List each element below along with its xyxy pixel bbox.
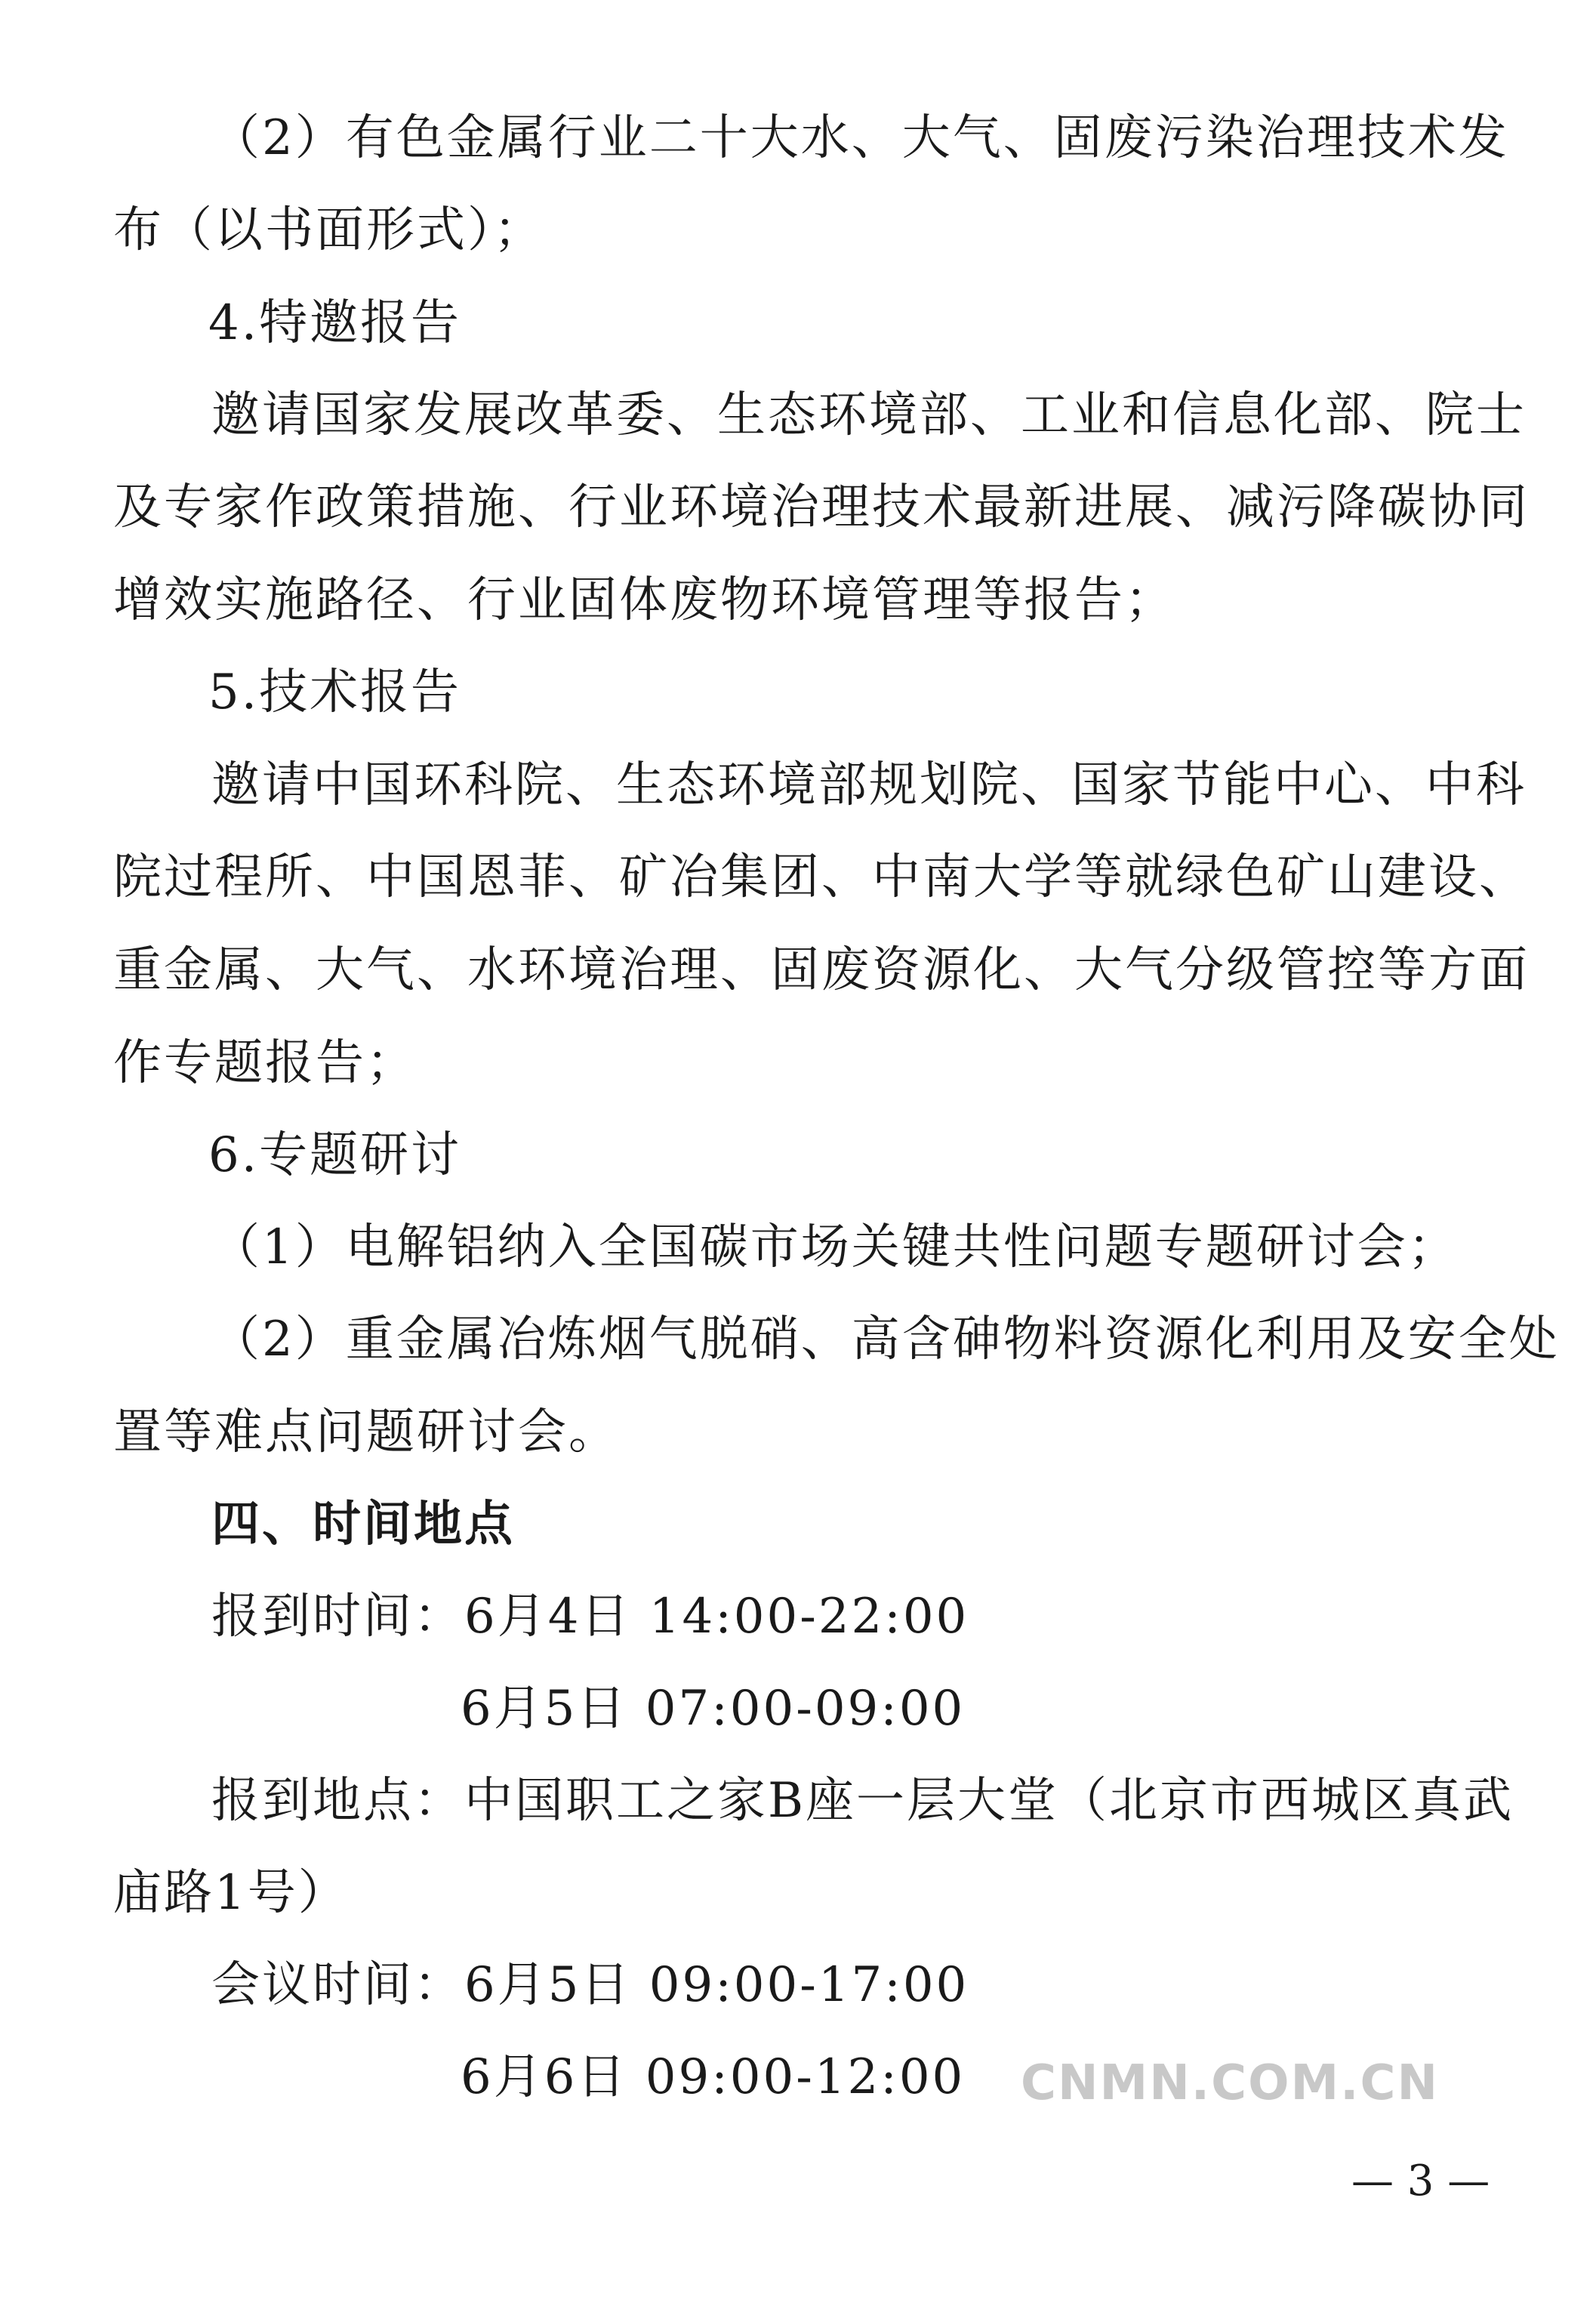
paragraph-line: 置等难点问题研讨会。 — [113, 1404, 619, 1460]
schedule-line: 6月6日 09:00-12:00 — [461, 2049, 966, 2105]
schedule-line: 庙路1号） — [113, 1865, 349, 1921]
paragraph-line: 布（以书面形式）； — [113, 202, 544, 258]
schedule-line: 报到地点：中国职工之家B座一层大堂（北京市西城区真武 — [211, 1773, 1514, 1829]
paragraph-line: 重金属、大气、水环境治理、固废资源化、大气分级管控等方面 — [113, 942, 1530, 998]
paragraph-line: 及专家作政策措施、行业环境治理技术最新进展、减污降碳协同 — [113, 479, 1530, 535]
page-number: — 3 — — [1351, 2156, 1490, 2206]
paragraph-line: 邀请中国环科院、生态环境部规划院、国家节能中心、中科 — [211, 757, 1527, 813]
paragraph-line: （1）电解铝纳入全国碳市场关键共性问题专题研讨会； — [211, 1219, 1459, 1275]
schedule-line: 报到时间：6月4日 14:00-22:00 — [211, 1589, 969, 1645]
schedule-line: 会议时间：6月5日 09:00-17:00 — [211, 1957, 969, 2013]
paragraph-line: 作专题报告； — [113, 1035, 417, 1091]
section-heading: 6.专题研讨 — [208, 1127, 462, 1183]
paragraph-line: 院过程所、中国恩菲、矿冶集团、中南大学等就绿色矿山建设、 — [113, 849, 1530, 905]
section-heading: 4.特邀报告 — [208, 295, 462, 351]
section-heading: 5.技术报告 — [208, 664, 462, 720]
schedule-line: 6月5日 07:00-09:00 — [461, 1681, 966, 1737]
paragraph-line: （2）有色金属行业二十大水、大气、固废污染治理技术发 — [211, 110, 1509, 166]
watermark: CNMN.COM.CN — [1021, 2055, 1439, 2111]
paragraph-line: 邀请国家发展改革委、生态环境部、工业和信息化部、院士 — [211, 387, 1527, 443]
paragraph-line: （2）重金属冶炼烟气脱硝、高含砷物料资源化利用及安全处 — [211, 1312, 1560, 1367]
chapter-heading: 四、时间地点 — [211, 1497, 515, 1552]
paragraph-line: 增效实施路径、行业固体废物环境管理等报告； — [113, 572, 1175, 628]
